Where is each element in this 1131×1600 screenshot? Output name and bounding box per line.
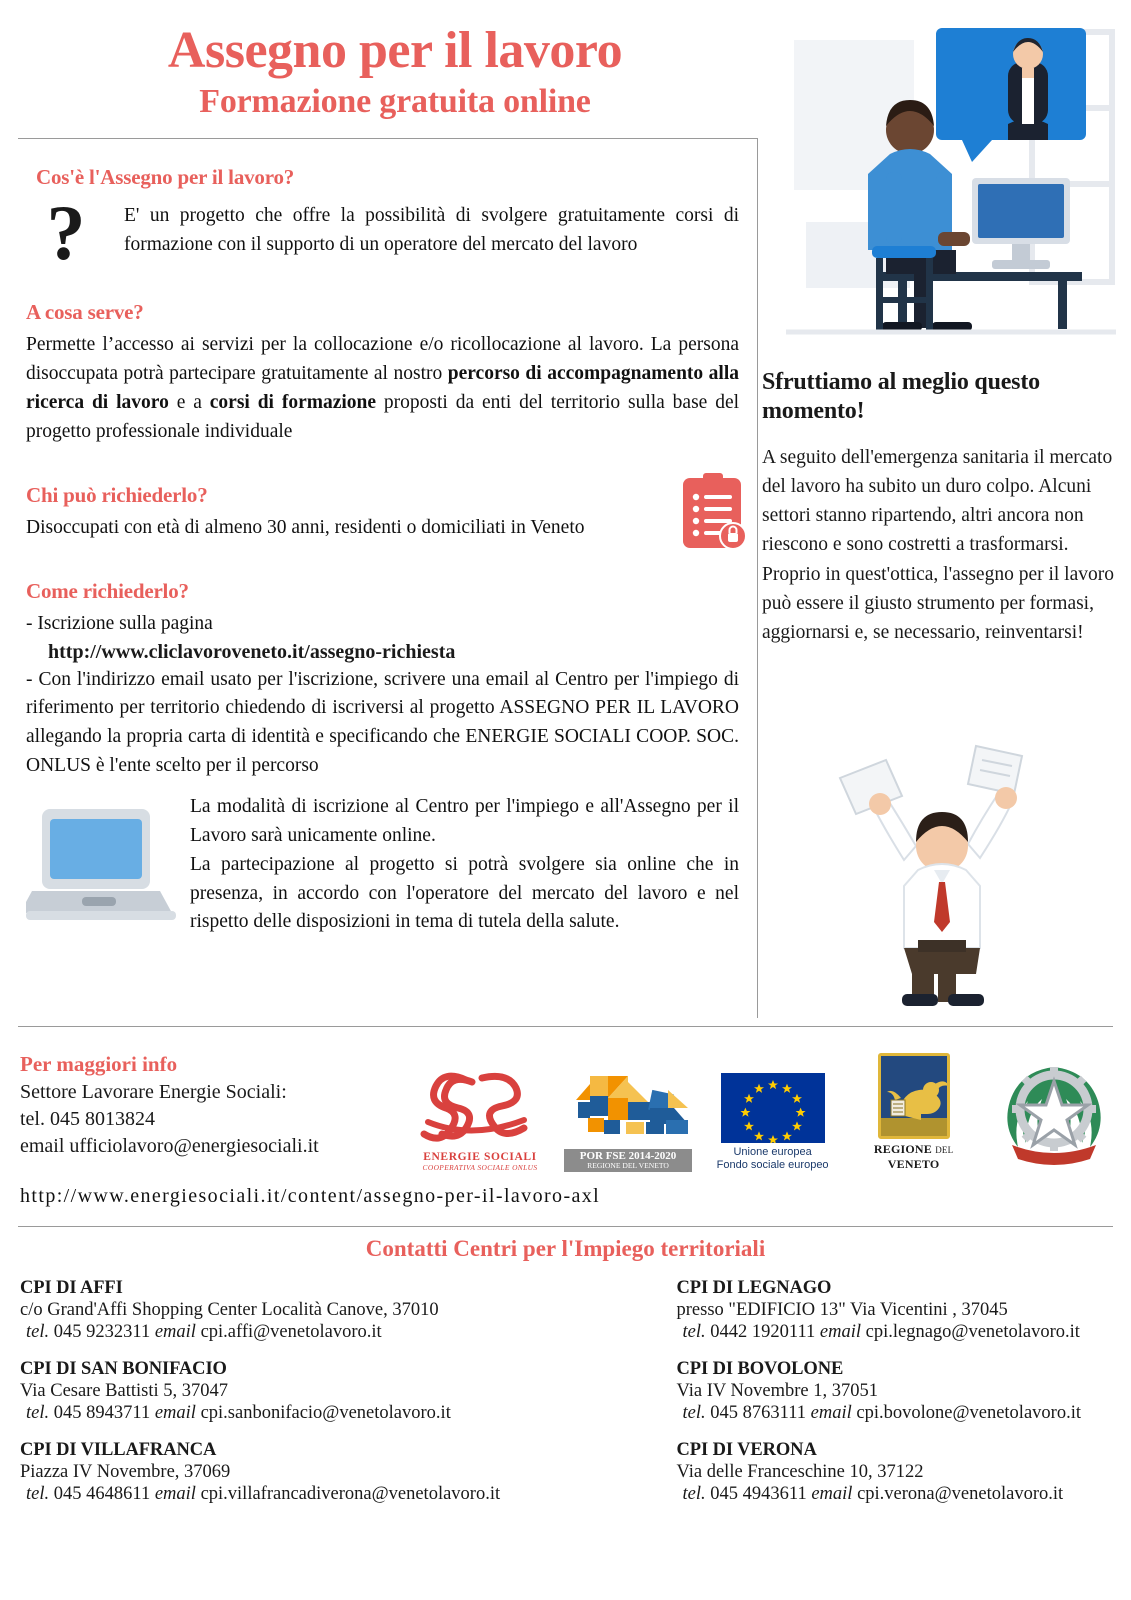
- por-region-b: DEL: [622, 1161, 637, 1171]
- logo-eu-caption: [716, 1146, 829, 1172]
- contact-address: c/o Grand'Affi Shopping Center Località Canove, 37010: [20, 1300, 439, 1320]
- contact-name: CPI DI AFFI: [20, 1278, 123, 1298]
- clipboard-lock-icon: [677, 473, 747, 551]
- tel-label: tel.: [26, 1322, 50, 1342]
- who-block: [26, 483, 739, 543]
- tel-label: tel.: [682, 1322, 706, 1342]
- contact-name: CPI DI SAN BONIFACIO: [20, 1359, 227, 1379]
- side-heading: Sfruttiamo al meglio questo momento!: [762, 369, 1040, 425]
- tel-value: 0442 1920111: [710, 1322, 816, 1342]
- tel-value: 045 8943711: [53, 1403, 151, 1423]
- contacts-title: Contatti Centri per l'Impiego territoriali: [365, 1236, 766, 1261]
- logo-regione-veneto-caption: [853, 1142, 974, 1172]
- tel-value: 045 8763111: [710, 1403, 807, 1423]
- por-region-c: VENETO: [638, 1161, 669, 1171]
- contact-tel-email: [677, 1484, 1116, 1505]
- more-info-phone: tel. 045 8013824: [20, 1108, 155, 1131]
- email-label: email: [810, 1403, 852, 1423]
- side-body: A seguito dell'emergenza sanitaria il mercato del lavoro ha subito un duro colpo. Alcuni settori stanno ripartendo, altri ancora non riescono e sono costretti a trasformarsi. Proprio in quest'ottica, l'assegno per il lavoro può essere il giusto strumento per formasi, aggiornarsi e, se necessario, reinventarsi!: [762, 446, 1114, 644]
- question-mark-icon: ?: [46, 189, 86, 276]
- contact-name: CPI DI VERONA: [676, 1440, 817, 1460]
- contact-tel-email: [677, 1403, 1116, 1424]
- email-label: email: [811, 1484, 853, 1504]
- por-region-a: REGIONE: [587, 1161, 621, 1171]
- logo-strip: [420, 1052, 1110, 1172]
- rv-cap-b: DEL: [935, 1145, 954, 1155]
- logo-por-fse-caption: [564, 1149, 692, 1172]
- contact-address: presso "EDIFICIO 13" Via Vicentini , 37045: [676, 1300, 1008, 1320]
- contact-tel-email: [677, 1322, 1116, 1343]
- logo-eu-title: Unione europea: [733, 1145, 812, 1158]
- contact-tel-email: [20, 1322, 649, 1343]
- contact-item: [677, 1359, 1116, 1424]
- tel-value: 045 4648611: [53, 1484, 151, 1504]
- rv-cap-a: REGIONE: [873, 1142, 932, 1156]
- side-content-column: [762, 368, 1114, 647]
- contacts-grid: [20, 1278, 1115, 1521]
- how-line-2: - Con l'indirizzo email usato per l'iscrizione, scrivere una email al Centro per l'impiego di riferimento per territorio chiedendo di iscriversi al progetto ASSEGNO PER IL LAVORO allegando la propria carta di identità e specificando che ENERGIE SOCIALI COOP. SOC. ONLUS è l'ente scelto per il percorso: [26, 668, 739, 777]
- logo-eu-subtitle: Fondo sociale europeo: [716, 1158, 829, 1171]
- purpose-bold-1: percorso di accompagnamento alla ricerca di lavoro: [26, 363, 740, 414]
- logo-por-fse: [564, 1068, 692, 1172]
- contact-name: CPI DI BOVOLONE: [676, 1359, 844, 1379]
- logo-energie-sociali-subtitle: COOPERATIVA SOCIALE ONLUS: [422, 1163, 538, 1172]
- email-value[interactable]: cpi.sanbonifacio@venetolavoro.it: [200, 1403, 451, 1423]
- page-subtitle: Formazione gratuita online: [199, 82, 591, 120]
- veneto-lion-shield-icon: [878, 1053, 950, 1139]
- more-info-email[interactable]: email ufficiolavoro@energiesociali.it: [20, 1135, 319, 1158]
- divider-contacts: [18, 1226, 1113, 1227]
- contact-address: Via IV Novembre 1, 37051: [676, 1381, 878, 1401]
- section-heading-what: Cos'è l'Assegno per il lavoro?: [36, 165, 295, 189]
- tel-value: 045 4943611: [710, 1484, 807, 1504]
- video-call-illustration: [786, 22, 1116, 338]
- more-info-line-1: Settore Lavorare Energie Sociali:: [20, 1081, 287, 1103]
- contact-item: [677, 1440, 1116, 1505]
- eu-flag-icon: [721, 1073, 825, 1143]
- organisation-url[interactable]: http://www.energiesociali.it/content/assegno-per-il-lavoro-axl: [20, 1185, 601, 1207]
- section-heading-purpose: A cosa serve?: [26, 300, 144, 325]
- who-body: Disoccupati con età di almeno 30 anni, residenti o domiciliati in Veneto: [26, 516, 585, 538]
- tel-label: tel.: [682, 1403, 706, 1423]
- poster-header: [0, 0, 790, 135]
- online-para-1: La modalità di iscrizione al Centro per l'impiego e all'Assegno per il Lavoro sarà unicamente online.: [190, 795, 739, 846]
- email-label: email: [154, 1403, 196, 1423]
- logo-por-fse-title: POR FSE 2014-2020: [579, 1149, 677, 1162]
- contact-address: Via Cesare Battisti 5, 37047: [20, 1381, 229, 1401]
- what-body: E' un progetto che offre la possibilità di svolgere gratuitamente corsi di formazione con il supporto di un operatore del mercato del lavoro: [124, 205, 739, 255]
- contact-tel-email: [20, 1403, 649, 1424]
- email-label: email: [154, 1322, 196, 1342]
- main-content-column: [18, 138, 758, 1018]
- email-value[interactable]: cpi.verona@venetolavoro.it: [857, 1484, 1064, 1504]
- email-label: email: [819, 1322, 861, 1342]
- more-info-heading: Per maggiori info: [20, 1052, 178, 1076]
- what-block: [26, 189, 739, 276]
- purpose-body: [26, 331, 739, 446]
- email-value[interactable]: cpi.bovolone@venetolavoro.it: [856, 1403, 1081, 1423]
- email-value[interactable]: cpi.affi@venetolavoro.it: [200, 1322, 382, 1342]
- rv-cap-c: VENETO: [887, 1157, 940, 1171]
- logo-energie-sociali-caption: ENERGIE SOCIALI: [423, 1151, 537, 1163]
- page-title: Assegno per il lavoro: [167, 22, 623, 79]
- email-value[interactable]: cpi.villafrancadiverona@venetolavoro.it: [200, 1484, 501, 1504]
- contact-tel-email: [20, 1484, 649, 1505]
- email-label: email: [154, 1484, 196, 1504]
- purpose-text-2: e a: [168, 392, 210, 414]
- registration-url[interactable]: http://www.cliclavoroveneto.it/assegno-richiesta: [48, 640, 456, 663]
- online-para-2: La partecipazione al progetto si potrà svolgere sia online che in presenza, in accordo con l'operatore del mercato del lavoro e nel rispetto delle disposizioni in tema di tutela della salute.: [190, 853, 739, 933]
- logo-repubblica-italiana: [998, 1059, 1110, 1172]
- contact-item: [677, 1278, 1116, 1343]
- more-info-block: [20, 1052, 420, 1161]
- contact-name: CPI DI LEGNAGO: [676, 1278, 832, 1298]
- contact-address: Via delle Franceschine 10, 37122: [676, 1462, 924, 1482]
- logo-por-fse-region: [564, 1162, 692, 1171]
- contact-address: Piazza IV Novembre, 37069: [20, 1462, 231, 1482]
- laptop-icon: [26, 793, 176, 928]
- how-line-1: - Iscrizione sulla pagina: [26, 612, 213, 634]
- tel-label: tel.: [682, 1484, 706, 1504]
- section-heading-how: Come richiederlo?: [26, 578, 189, 603]
- purpose-bold-2: corsi di formazione: [209, 392, 377, 414]
- purpose-text-3: proposti da enti del territorio sulla base del progetto professionale individuale: [26, 392, 740, 442]
- contact-name: CPI DI VILLAFRANCA: [20, 1440, 217, 1460]
- tel-label: tel.: [26, 1403, 50, 1423]
- divider-top-footer: [18, 1026, 1113, 1027]
- logo-energie-sociali: [420, 1066, 540, 1172]
- celebrating-person-illustration: [826, 742, 1076, 1012]
- contact-item: [20, 1440, 649, 1505]
- email-value[interactable]: cpi.legnago@venetolavoro.it: [865, 1322, 1080, 1342]
- tel-label: tel.: [26, 1484, 50, 1504]
- contact-item: [20, 1359, 649, 1424]
- contacts-column-left: [20, 1278, 649, 1521]
- contact-item: [20, 1278, 649, 1343]
- purpose-text-1: Permette l’accesso ai servizi per la collocazione e/o ricollocazione al lavoro. La persona disoccupata potrà partecipare gratuitamente al nostro: [26, 334, 739, 385]
- contacts-column-right: [677, 1278, 1116, 1521]
- logo-unione-europea: [716, 1073, 829, 1172]
- section-heading-who: Chi può richiederlo?: [26, 482, 208, 507]
- online-block: [26, 793, 739, 937]
- logo-regione-veneto: [853, 1053, 974, 1172]
- tel-value: 045 9232311: [53, 1322, 151, 1342]
